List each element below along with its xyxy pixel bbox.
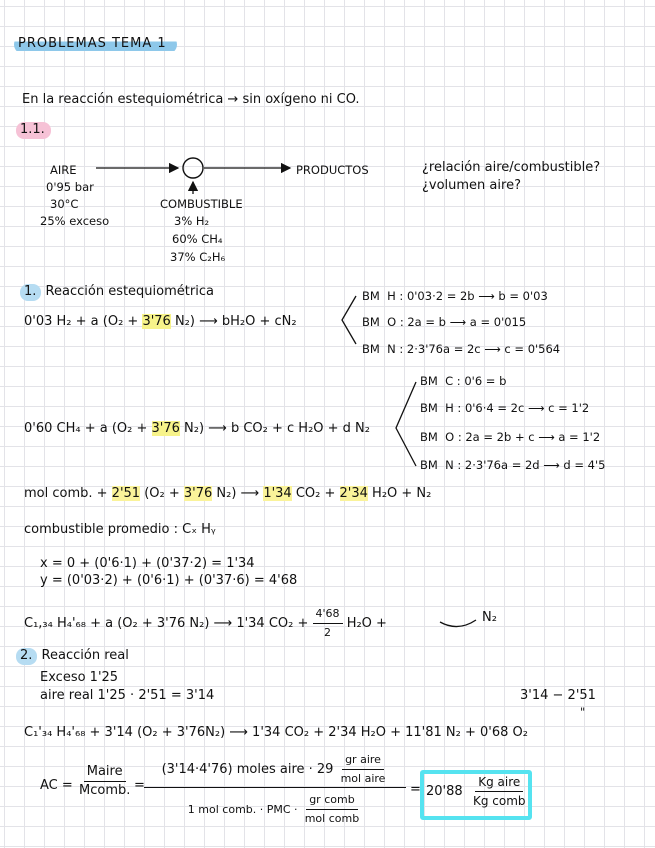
eq1-balance-o: BM O : 2a = b ⟶ a = 0'015 (362, 315, 527, 329)
eq2-balance-h: BM H : 0'6·4 = 2c ⟶ c = 1'2 (420, 401, 590, 415)
ac-big-denominator: 1 mol comb. · PMC · $\frac{\text{gr comb}}{\text{mol comb}}$ (187, 793, 360, 825)
air-pressure: 0'95 bar (46, 180, 94, 194)
ac-fraction: $\frac{\text{Maire}}{\text{Mcomb.}}$ (79, 764, 131, 798)
y-calc: y = (0'03·2) + (0'6·1) + (0'37·6) = 4'68 (40, 573, 298, 588)
air-label: AIRE (50, 163, 77, 177)
eq2: 0'60 CH₄ + a (O₂ + 3'76 N₂) ⟶ b CO₂ + c H₂O + d N₂ (24, 421, 370, 436)
ac-eq: = (134, 778, 145, 793)
eq2-brace (396, 382, 416, 466)
question-volume: ¿volumen aire? (422, 178, 521, 193)
side-mark: " (580, 705, 586, 719)
products-label: PRODUCTOS (296, 163, 369, 177)
eq2-balance-n: BM N : 2·3'76a = 2d ⟶ d = 4'5 (420, 458, 606, 472)
blank-line (440, 620, 476, 627)
ac-big-numerator: (3'14·4'76) moles aire · 29 $\frac{\text{gr aire}}{\text{mol aire}}$ (161, 753, 386, 785)
section1-number: 1. (20, 284, 41, 301)
eq1-balance-h: BM H : 0'03·2 = 2b ⟶ b = 0'03 (362, 289, 548, 303)
result-unit: $\frac{\text{Kg aire}}{\text{Kg comb}}$ (473, 775, 526, 808)
mol-comb-eq: mol comb. + 2'51 (O₂ + 3'76 N₂) ⟶ 1'34 CO₂ + 2'34 H₂O + N₂ (24, 486, 432, 501)
real-eq: C₁'₃₄ H₄'₆₈ + 3'14 (O₂ + 3'76N₂) ⟶ 1'34 CO₂ + 2'34 H₂O + 11'81 N₂ + 0'68 O₂ (24, 725, 528, 740)
section2-label: Reacción real (41, 648, 129, 663)
eq1-brace (342, 296, 356, 344)
combustor-circle (183, 158, 203, 178)
problem-number: 1.1. (16, 122, 51, 139)
air-temperature: 30°C (50, 197, 79, 211)
avg-eq: C₁,₃₄ H₄'₆₈ + a (O₂ + 3'76 N₂) ⟶ 1'34 CO₂ + $\frac{4'68}{2}$ H₂O + (24, 607, 387, 639)
fuel-ch4: 60% CH₄ (172, 232, 223, 246)
section1-label: Reacción estequiométrica (45, 284, 214, 299)
page-title: PROBLEMAS TEMA 1 (14, 35, 177, 54)
eq1-balance-n: BM N : 2·3'76a = 2c ⟶ c = 0'564 (362, 342, 561, 356)
result-value: 20'88 (426, 784, 463, 799)
ac-big-fraction-line (144, 787, 406, 788)
avg-eq-n2: N₂ (482, 610, 497, 625)
eq1: 0'03 H₂ + a (O₂ + 3'76 N₂) ⟶ bH₂O + cN₂ (24, 314, 297, 329)
intro-text: En la reacción estequiométrica → sin oxígeno ni CO. (22, 92, 360, 107)
x-calc: x = 0 + (0'6·1) + (0'37·2) = 1'34 (40, 556, 255, 571)
fuel-label: COMBUSTIBLE (160, 197, 243, 211)
air-real-calc: aire real 1'25 · 2'51 = 3'14 (40, 688, 215, 703)
excess-value: Exceso 1'25 (40, 670, 119, 685)
fuel-h2: 3% H₂ (174, 214, 210, 228)
fuel-c2h6: 37% C₂H₆ (170, 250, 226, 264)
ac-label: AC = (40, 778, 73, 793)
eq2-balance-c: BM C : 0'6 = b (420, 374, 507, 388)
question-ratio: ¿relación aire/combustible? (422, 160, 601, 175)
air-excess: 25% exceso (40, 214, 110, 228)
eq2-balance-o: BM O : 2a = 2b + c ⟶ a = 1'2 (420, 430, 601, 444)
side-calc: 3'14 − 2'51 (520, 688, 596, 703)
avg-fuel-label: combustible promedio : Cₓ Hᵧ (24, 522, 216, 537)
result-eq: = (410, 782, 421, 797)
section2-number: 2. (16, 648, 37, 665)
